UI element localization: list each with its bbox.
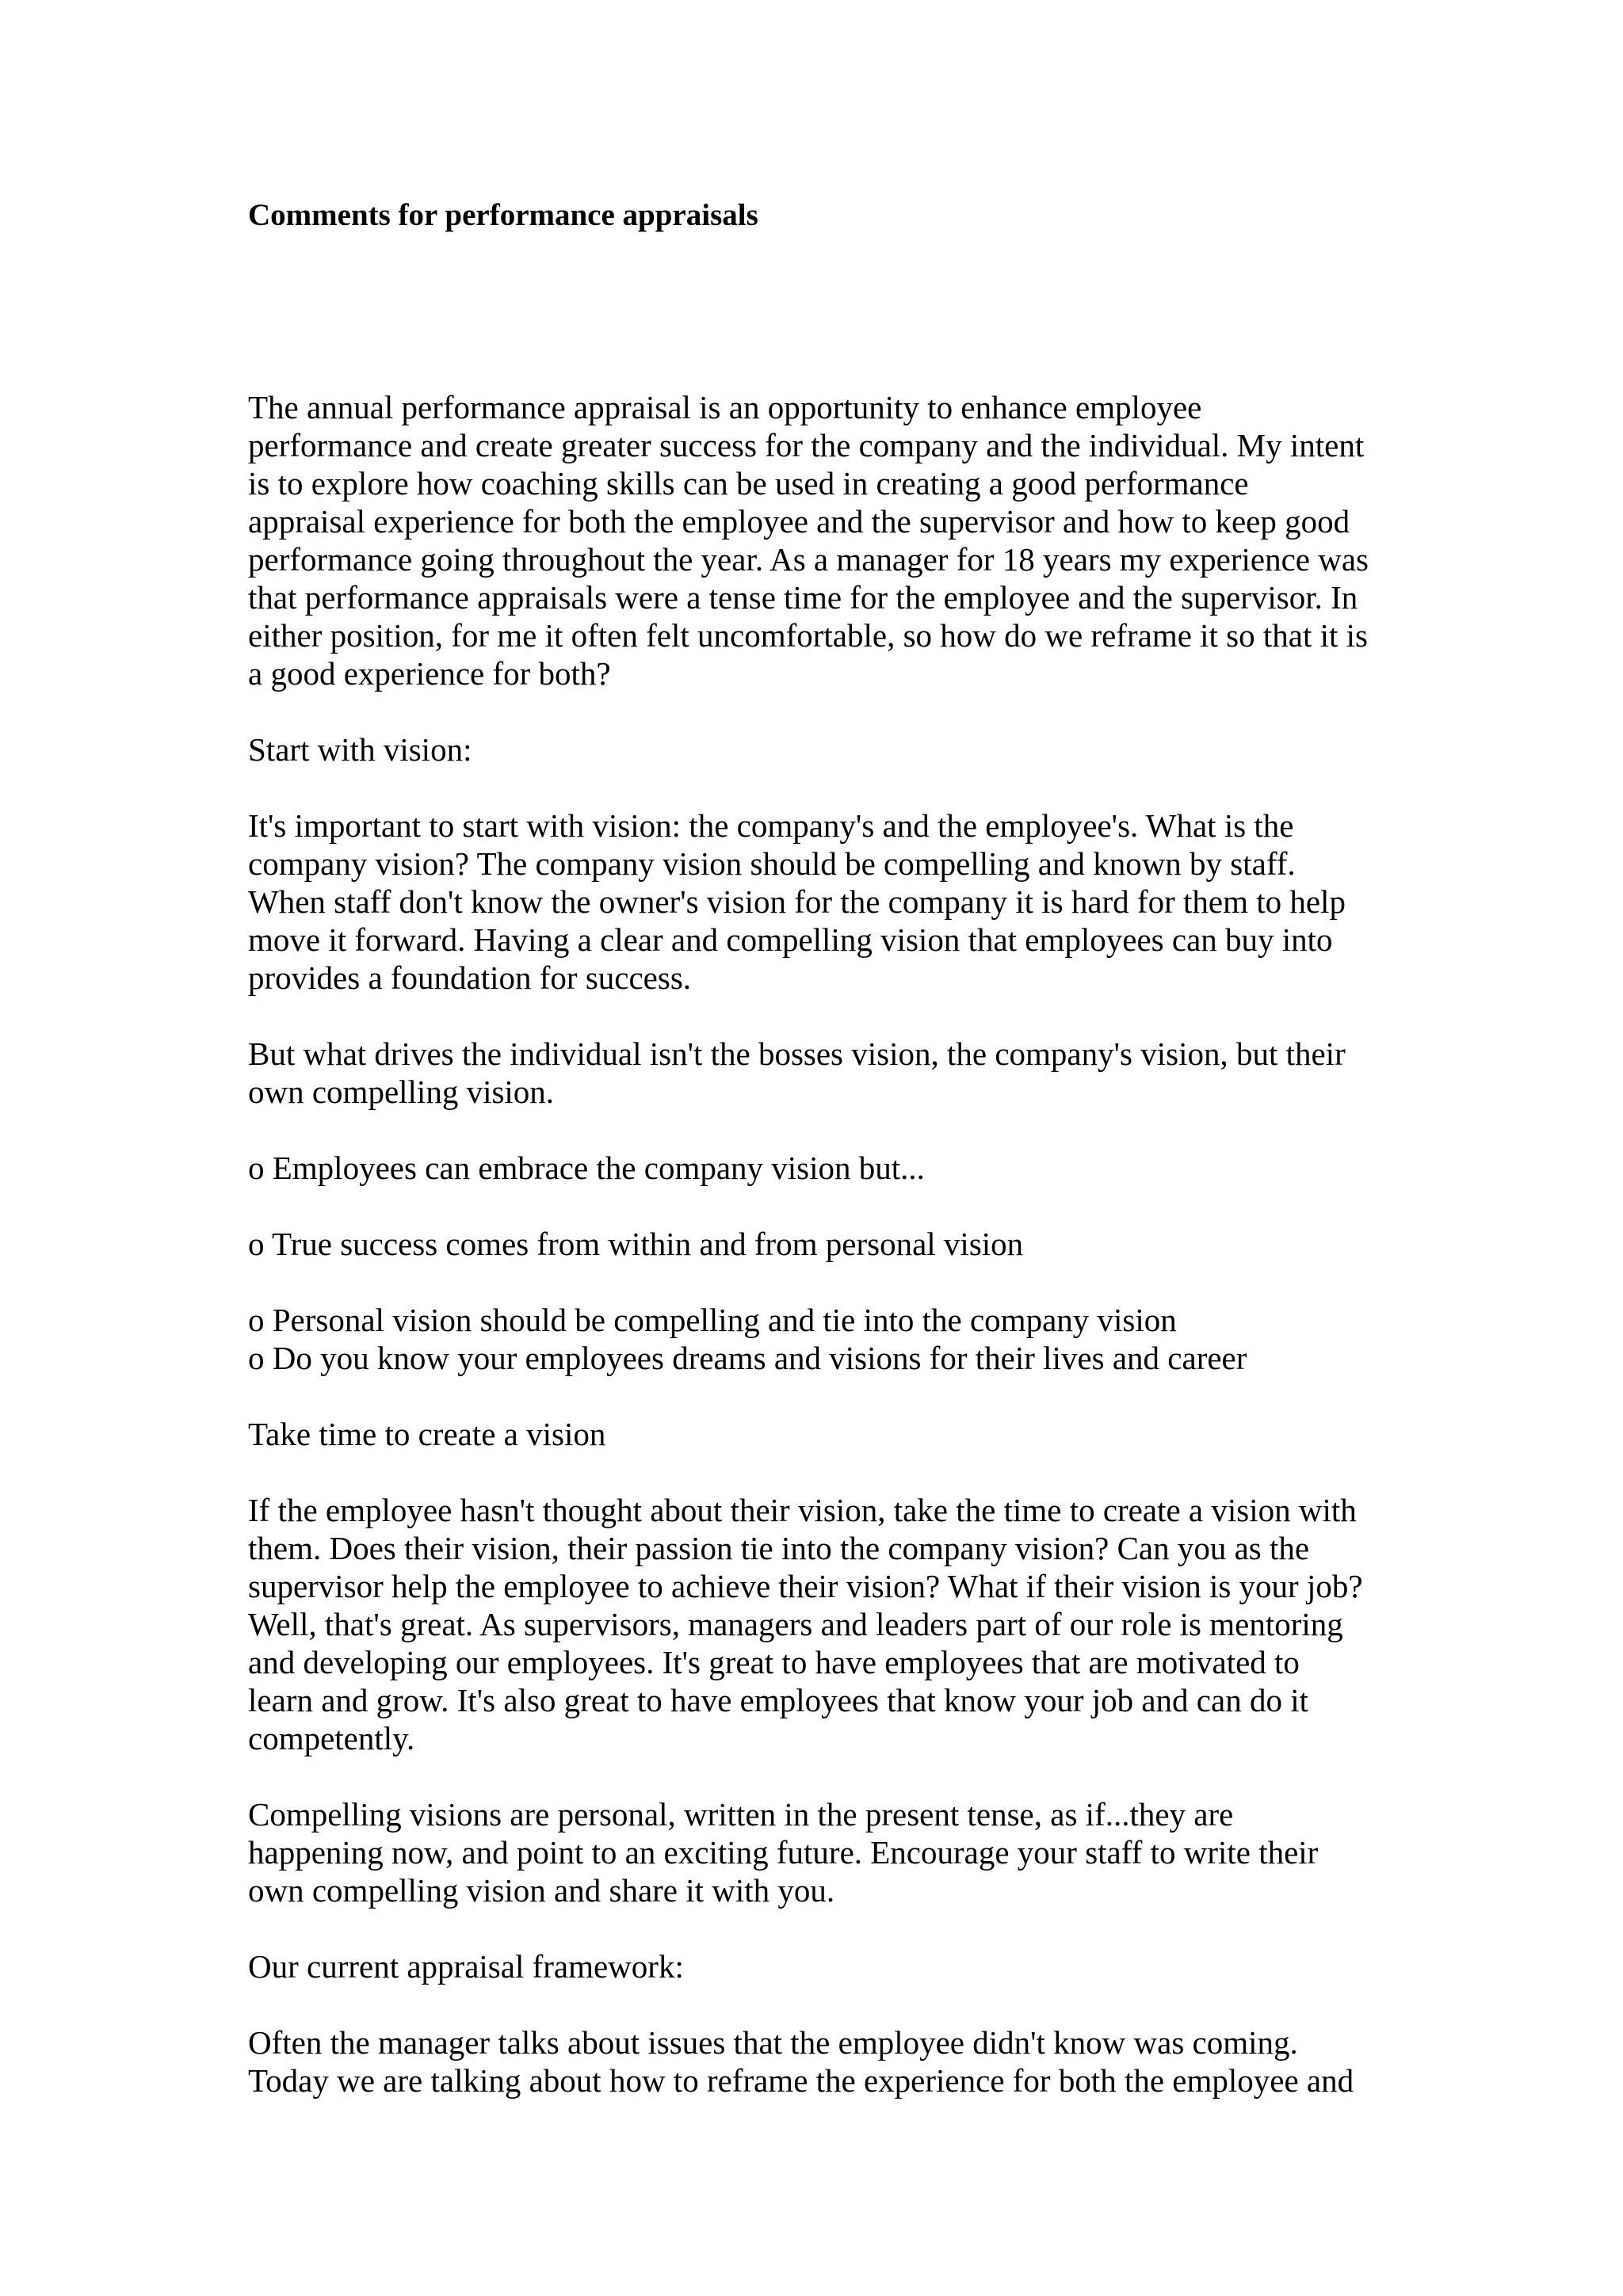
paragraph-spacer (248, 997, 1405, 1035)
document-body (248, 388, 1405, 2100)
paragraph-line: Well, that's great. As supervisors, managers and leaders part of our role is mentoring (248, 1606, 1343, 1642)
section-heading-line: Our current appraisal framework: (248, 1948, 684, 1985)
bullet-item-line: o Do you know your employees dreams and visions for their lives and career (248, 1340, 1247, 1376)
paragraph-spacer (248, 1757, 1405, 1795)
paragraph-line: It's important to start with vision: the company's and the employee's. What is the (248, 807, 1294, 844)
paragraph-spacer (248, 1453, 1405, 1491)
paragraph-line: Today we are talking about how to reframe the experience for both the employee and (248, 2062, 1354, 2099)
paragraph-line: move it forward. Having a clear and compelling vision that employees can buy into (248, 921, 1333, 958)
paragraph-spacer (248, 1187, 1405, 1225)
paragraph-line: If the employee hasn't thought about their vision, take the time to create a vision with (248, 1492, 1357, 1528)
paragraph-line: them. Does their vision, their passion tie into the company vision? Can you as the (248, 1530, 1310, 1566)
paragraph-spacer (248, 1377, 1405, 1415)
paragraph-line: Often the manager talks about issues that the employee didn't know was coming. (248, 2024, 1298, 2061)
paragraph-spacer (248, 769, 1405, 807)
paragraph-line: competently. (248, 1720, 415, 1756)
bullet-item-line: o Employees can embrace the company vision but... (248, 1150, 925, 1186)
paragraph-line: own compelling vision. (248, 1074, 555, 1110)
paragraph-line: Compelling visions are personal, written in the present tense, as if...they are (248, 1796, 1234, 1833)
bullet-item (248, 1225, 1405, 1263)
paragraph-spacer (248, 1985, 1405, 2023)
section-heading (248, 1415, 1405, 1453)
section-heading-line: Take time to create a vision (248, 1416, 606, 1452)
paragraph-line: But what drives the individual isn't the bosses vision, the company's vision, but their (248, 1035, 1346, 1072)
section-heading (248, 730, 1405, 769)
paragraph-line: appraisal experience for both the employee and the supervisor and how to keep good (248, 503, 1350, 540)
paragraph (248, 1491, 1405, 1757)
paragraph-spacer (248, 692, 1405, 730)
paragraph-spacer (248, 1263, 1405, 1301)
paragraph-line: The annual performance appraisal is an opportunity to enhance employee (248, 389, 1202, 425)
paragraph-line: and developing our employees. It's great to have employees that are motivated to (248, 1644, 1300, 1680)
bullet-item (248, 1301, 1405, 1377)
paragraph (248, 1035, 1405, 1111)
paragraph-line: performance going throughout the year. As a manager for 18 years my experience was (248, 541, 1369, 578)
section-heading-line: Start with vision: (248, 731, 472, 768)
bullet-item (248, 1149, 1405, 1187)
paragraph-line: company vision? The company vision should be compelling and known by staff. (248, 845, 1296, 882)
paragraph-line: provides a foundation for success. (248, 959, 692, 996)
paragraph-spacer (248, 1909, 1405, 1947)
document-title: Comments for performance appraisals (248, 198, 758, 232)
paragraph (248, 1795, 1405, 1909)
paragraph-line: happening now, and point to an exciting future. Encourage your staff to write their (248, 1834, 1319, 1871)
section-heading (248, 1947, 1405, 1985)
paragraph (248, 807, 1405, 997)
paragraph-line: learn and grow. It's also great to have employees that know your job and can do it (248, 1682, 1308, 1718)
paragraph-line: own compelling vision and share it with you. (248, 1872, 835, 1909)
paragraph-line: a good experience for both? (248, 655, 611, 692)
paragraph-line: supervisor help the employee to achieve their vision? What if their vision is your job? (248, 1568, 1363, 1604)
paragraph-line: performance and create greater success for the company and the individual. My intent (248, 427, 1365, 463)
paragraph-line: that performance appraisals were a tense time for the employee and the supervisor. In (248, 579, 1358, 616)
bullet-item-line: o Personal vision should be compelling and tie into the company vision (248, 1302, 1177, 1338)
paragraph (248, 388, 1405, 692)
paragraph-line: is to explore how coaching skills can be used in creating a good performance (248, 465, 1249, 502)
bullet-item-line: o True success comes from within and from personal vision (248, 1226, 1024, 1262)
paragraph (248, 2023, 1405, 2100)
paragraph-line: When staff don't know the owner's vision for the company it is hard for them to help (248, 883, 1346, 920)
paragraph-spacer (248, 1111, 1405, 1149)
paragraph-line: either position, for me it often felt uncomfortable, so how do we reframe it so that it is (248, 617, 1368, 654)
